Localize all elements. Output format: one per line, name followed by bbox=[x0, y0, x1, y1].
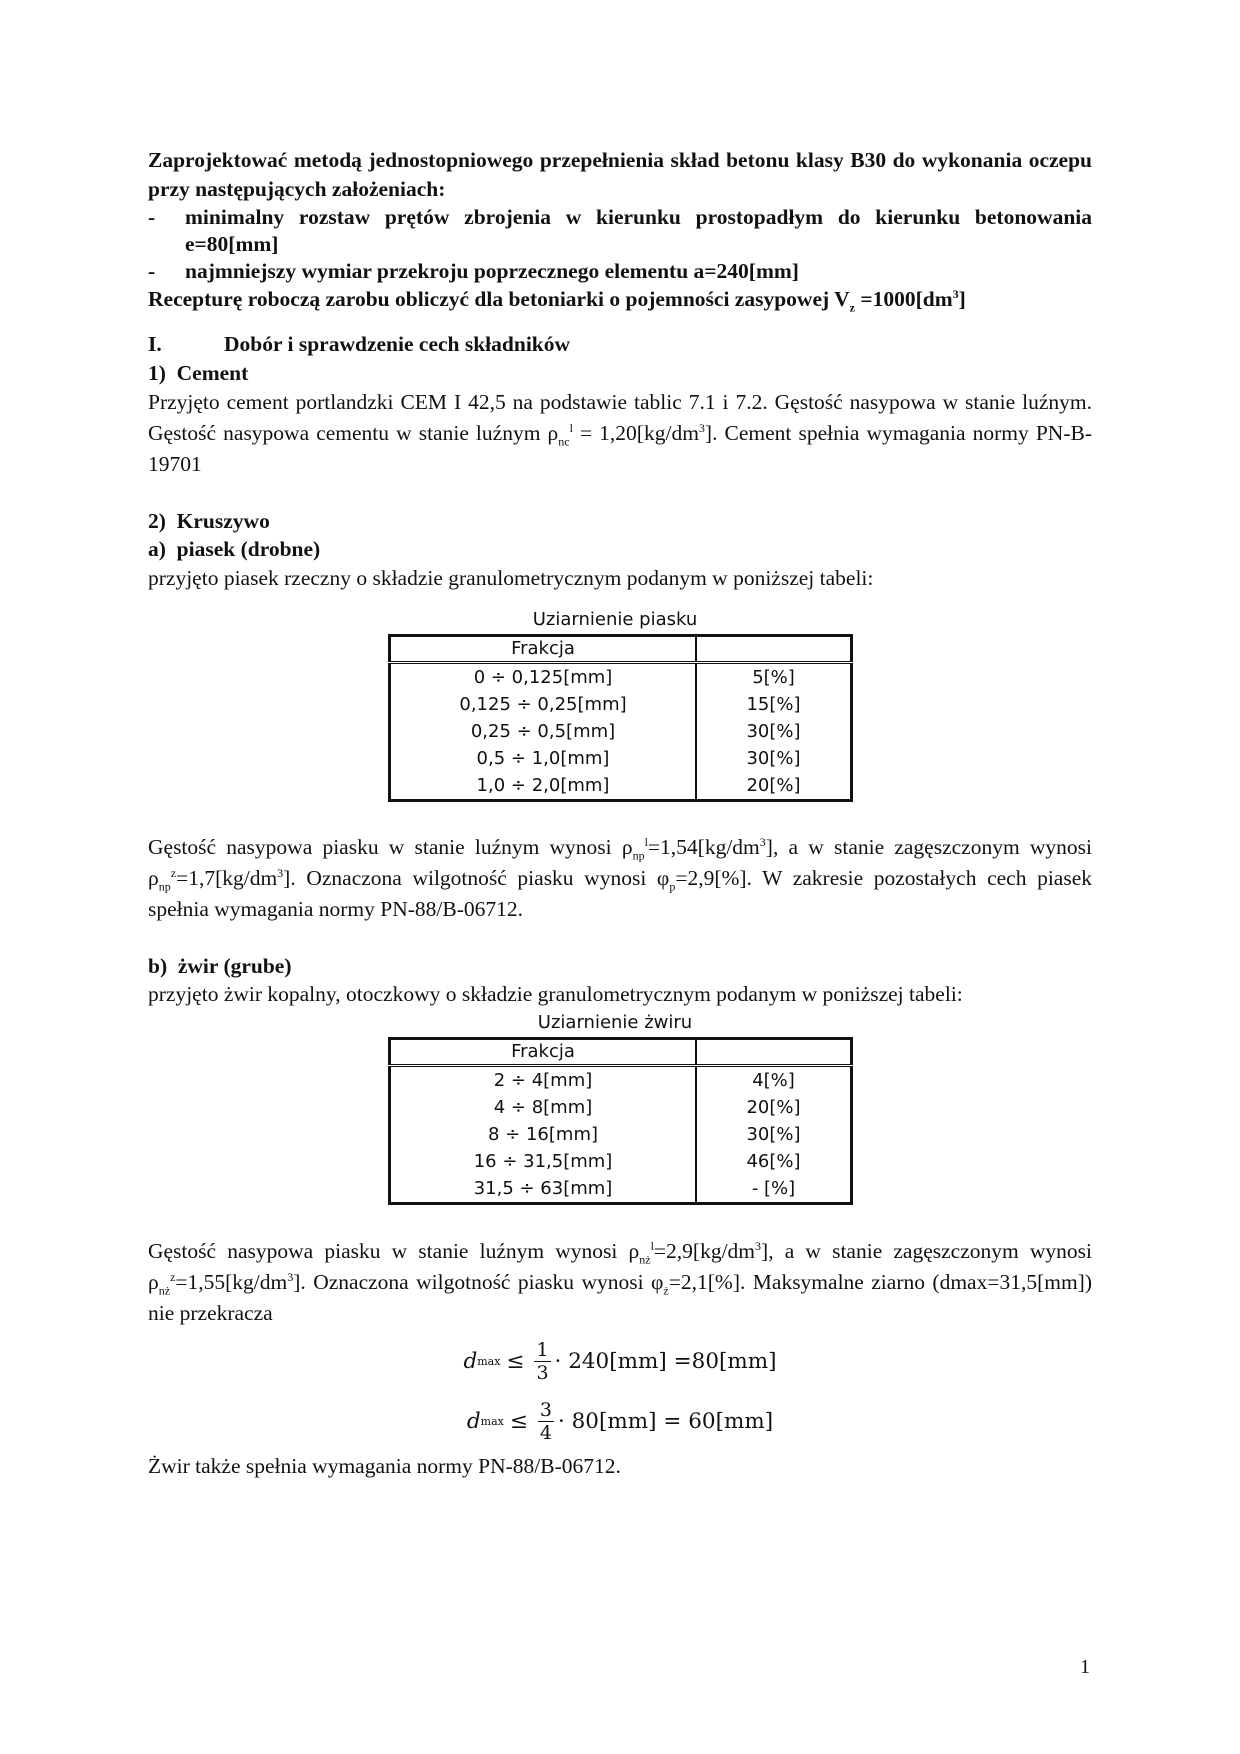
gravel-table bbox=[388, 1037, 853, 1205]
recipe-statement: Recepturę roboczą zarobu obliczyć dla betoniarki o pojemności zasypowej $V_z =1000[dm^3]$ bbox=[148, 286, 966, 315]
cement-paragraph: Przyjęto cement portlandzki CEM I 42,5 na podstawie tablic 7.1 i 7.2. Gęstość nasypowa w stanie luźnym. Gęstość nasypowa cementu w stanie luźnym $\rho_{nc}^l = 1,20[kg/dm^3]$. Cement spełnia wymagania normy PN-B-19701 bbox=[148, 390, 1092, 476]
sand-heading: a) piasek (drobne) bbox=[148, 537, 321, 561]
table-row: 0,25 ÷ 0,5[mm] 30[%] bbox=[390, 718, 852, 745]
gravel-table-caption: Uziarnienie żwiru bbox=[537, 1012, 693, 1033]
gravel-properties: Gęstość nasypowa piasku w stanie luźnym wynosi $\rho_{nż}^l=2,9[kg/dm^3]$, a w stanie zagęszczonym wynosi $\rho_{nż}^z=1,55[kg/dm^3]$. Oznaczona wilgotność piasku wynosi $\varphi_ż=2,1[\%]$. Maksymalne ziarno (dmax=31,5[mm]) nie przekracza bbox=[148, 1238, 1093, 1325]
sand-table-caption: Uziarnienie piasku bbox=[532, 609, 698, 630]
table-row: 31,5 ÷ 63[mm] - [%] bbox=[390, 1175, 852, 1204]
sand-intro: przyjęto piasek rzeczny o składzie granulometrycznym podanym w poniższej tabeli: bbox=[148, 566, 874, 590]
task-statement: Zaprojektować metodą jednostopniowego przepełnienia skład betonu klasy B30 do wykonania oczepu przy następujących założeniach: bbox=[148, 148, 1092, 201]
document-page bbox=[148, 146, 1092, 1482]
formula-dmax-1: d max ≤ $\frac{1}{3}$ · 240[mm] =80[mm] bbox=[463, 1338, 777, 1384]
formula-dmax-2: d max ≤ $\frac{3}{4}$ · 80[mm] = 60[mm] bbox=[466, 1398, 774, 1444]
sand-table bbox=[388, 634, 853, 802]
column-header bbox=[696, 1039, 852, 1066]
table-row: 0,5 ÷ 1,0[mm] 30[%] bbox=[390, 745, 852, 772]
column-header: Frakcja bbox=[390, 1039, 697, 1066]
table-row: 0 ÷ 0,125[mm] 5[%] bbox=[390, 663, 852, 692]
section-heading: I. Dobór i sprawdzenie cech składników bbox=[148, 330, 1092, 359]
table-row: 4 ÷ 8[mm] 20[%] bbox=[390, 1094, 852, 1121]
cement-heading: 1) Cement bbox=[148, 361, 249, 385]
aggregate-heading: 2) Kruszywo bbox=[148, 509, 270, 533]
gravel-conclusion: Żwir także spełnia wymagania normy PN-88/B-06712. bbox=[148, 1454, 621, 1478]
table-row: 16 ÷ 31,5[mm] 46[%] bbox=[390, 1148, 852, 1175]
table-header-row bbox=[390, 636, 852, 663]
assumption-text: najmniejszy wymiar przekroju poprzecznego elementu a=240[mm] bbox=[185, 259, 799, 283]
column-header: Frakcja bbox=[390, 636, 697, 663]
table-header-row bbox=[390, 1039, 852, 1066]
assumption-item: - najmniejszy wymiar przekroju poprzecznego elementu a=240[mm] bbox=[148, 258, 1092, 285]
sand-properties: Gęstość nasypowa piasku w stanie luźnym wynosi $\rho_{np}^l=1,54[kg/dm^3]$, a w stanie zagęszczonym wynosi $\rho_{np}^z=1,7[kg/dm^3]$. Oznaczona wilgotność piasku wynosi $\varphi_p=2,9[\%]$. W zakresie pozostałych cech piasek spełnia wymagania normy PN-88/B-06712. bbox=[148, 834, 1092, 921]
table-row: 1,0 ÷ 2,0[mm] 20[%] bbox=[390, 772, 852, 801]
section-title: Dobór i sprawdzenie cech składników bbox=[224, 332, 571, 356]
gravel-intro: przyjęto żwir kopalny, otoczkowy o składzie granulometrycznym podanym w poniższej tabeli: bbox=[148, 982, 963, 1006]
table-row: 8 ÷ 16[mm] 30[%] bbox=[390, 1121, 852, 1148]
column-header bbox=[696, 636, 852, 663]
page-number: 1 bbox=[1080, 1656, 1090, 1678]
gravel-heading: b) żwir (grube) bbox=[148, 954, 292, 978]
assumption-text: minimalny rozstaw prętów zbrojenia w kierunku prostopadłym do kierunku betonowania e=80[mm] bbox=[185, 205, 1092, 256]
table-row: 2 ÷ 4[mm] 4[%] bbox=[390, 1066, 852, 1095]
assumption-item: - minimalny rozstaw prętów zbrojenia w kierunku prostopadłym do kierunku betonowania e=80[mm] bbox=[148, 205, 1092, 256]
table-row: 0,125 ÷ 0,25[mm] 15[%] bbox=[390, 691, 852, 718]
